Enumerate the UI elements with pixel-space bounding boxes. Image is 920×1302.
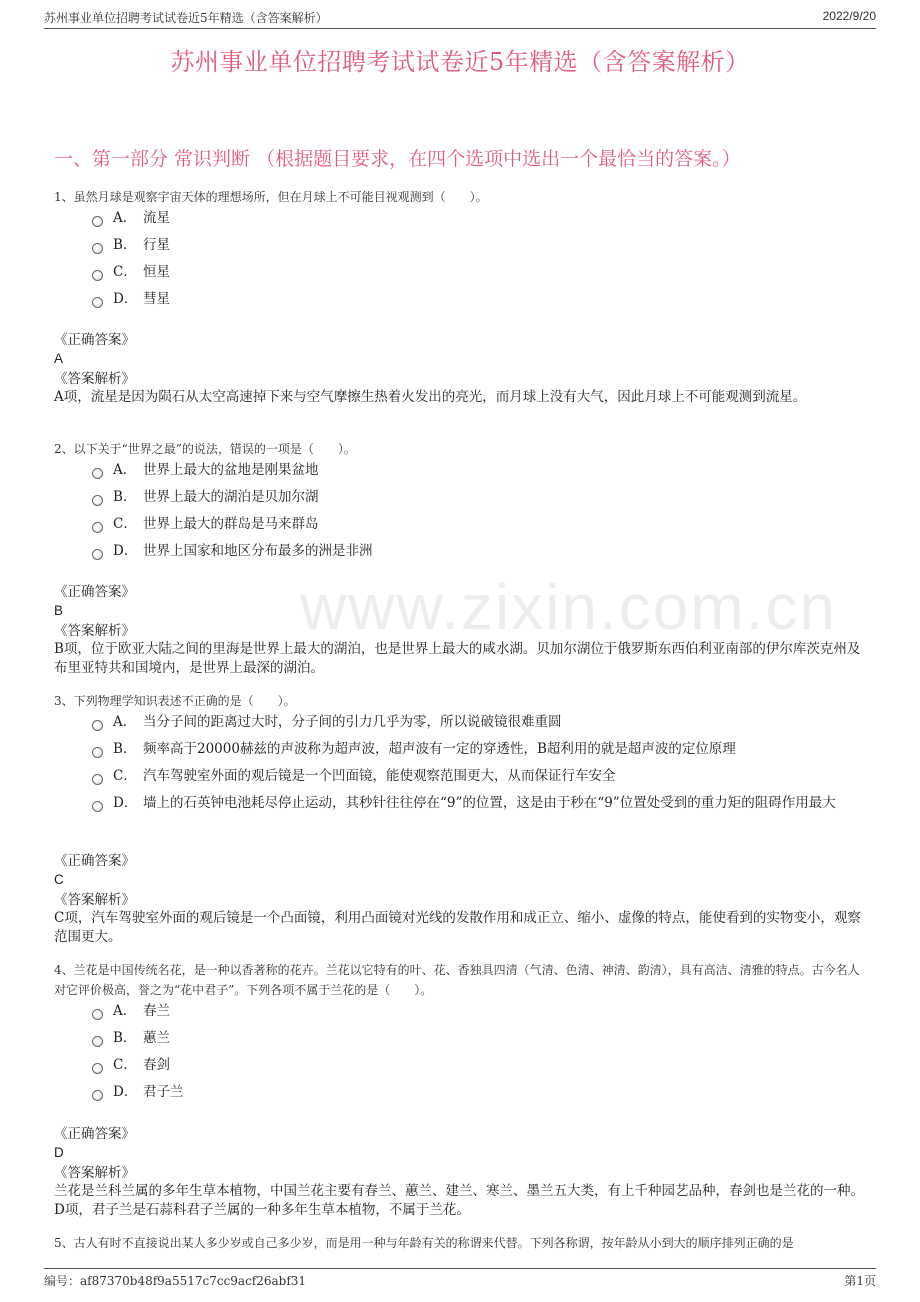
radio-icon[interactable] [92, 549, 103, 560]
radio-icon[interactable] [92, 495, 103, 506]
question-4-option-a[interactable] [92, 999, 874, 1023]
question-1-option-d[interactable] [92, 287, 874, 311]
question-1-option-b[interactable] [92, 233, 874, 257]
option-letter: A． [113, 210, 137, 226]
question-1-option-a[interactable] [92, 206, 874, 230]
explanation-label: 《答案解析》 [54, 1165, 135, 1181]
question-3-text: 3、下列物理学知识表述不正确的是（ ）。 [54, 694, 296, 708]
watermark: www.zixin.com.cn [300, 571, 837, 643]
answer-label: 《正确答案》 [54, 853, 135, 869]
option-text: 世界上国家和地区分布最多的洲是非洲 [143, 543, 373, 559]
radio-icon[interactable] [92, 747, 103, 758]
page-number: 第1页 [844, 1274, 876, 1288]
question-4-text: 4、兰花是中国传统名花，是一种以香著称的花卉。兰花以它特有的叶、花、香独具四清（气清、色清、神清、韵清），具有高洁、清雅的特点。古今名人对它评价极高，誉之为“花中君子”。下列各项不属于兰花的是（ ）。 [54, 963, 860, 997]
option-text: 君子兰 [143, 1084, 184, 1100]
question-2-option-a[interactable] [92, 458, 874, 482]
footer-divider [44, 1268, 876, 1269]
explanation-label: 《答案解析》 [54, 623, 135, 639]
radio-icon[interactable] [92, 720, 103, 731]
option-letter: D． [113, 543, 138, 559]
radio-icon[interactable] [92, 243, 103, 254]
option-letter: C． [113, 768, 137, 784]
header-divider [44, 28, 876, 29]
header-date: 2022/9/20 [822, 9, 876, 23]
question-3-option-d[interactable] [92, 791, 874, 815]
option-letter: D． [113, 795, 138, 811]
radio-icon[interactable] [92, 1063, 103, 1074]
option-text: 流星 [143, 210, 170, 226]
option-text: 世界上最大的湖泊是贝加尔湖 [143, 489, 319, 505]
question-4-option-c[interactable] [92, 1053, 874, 1077]
option-text: 春兰 [143, 1003, 170, 1019]
question-2-explanation: B项，位于欧亚大陆之间的里海是世界上最大的湖泊，也是世界上最大的咸水湖。贝加尔湖位于俄罗斯东西伯利亚南部的伊尔库茨克州及布里亚特共和国境内，是世界上最深的湖泊。 [54, 641, 861, 676]
option-text: 世界上最大的盆地是刚果盆地 [143, 462, 319, 478]
option-text: 频率高于20000赫兹的声波称为超声波，超声波有一定的穿透性，B超利用的就是超声波的定位原理 [143, 741, 736, 757]
radio-icon[interactable] [92, 468, 103, 479]
option-text: 墙上的石英钟电池耗尽停止运动，其秒针往往停在“9”的位置，这是由于秒在“9”位置处受到的重力矩的阻碍作用最大 [143, 795, 836, 811]
option-letter: A． [113, 1003, 137, 1019]
option-text: 当分子间的距离过大时，分子间的引力几乎为零，所以说破镜很难重圆 [143, 714, 562, 730]
option-letter: A． [113, 462, 137, 478]
radio-icon[interactable] [92, 774, 103, 785]
question-2-answer: B [54, 603, 64, 618]
page-title: 苏州事业单位招聘考试试卷近5年精选（含答案解析） [170, 48, 750, 76]
option-text: 春剑 [143, 1057, 170, 1073]
option-letter: B． [113, 489, 137, 505]
question-2-option-b[interactable] [92, 485, 874, 509]
question-3-option-a[interactable] [92, 710, 874, 734]
question-4-explanation: 兰花是兰科兰属的多年生草本植物，中国兰花主要有春兰、蕙兰、建兰、寒兰、墨兰五大类，有上千种园艺品种，春剑也是兰花的一种。D项，君子兰是石蒜科君子兰属的一种多年生草本植物，不属于兰花。 [54, 1183, 864, 1218]
answer-label: 《正确答案》 [54, 332, 135, 348]
explanation-label: 《答案解析》 [54, 892, 135, 908]
radio-icon[interactable] [92, 297, 103, 308]
option-letter: B． [113, 741, 137, 757]
question-1-option-c[interactable] [92, 260, 874, 284]
radio-icon[interactable] [92, 1009, 103, 1020]
radio-icon[interactable] [92, 270, 103, 281]
header-title: 苏州事业单位招聘考试试卷近5年精选（含答案解析） [44, 11, 328, 25]
radio-icon[interactable] [92, 1090, 103, 1101]
question-3-explanation: C项，汽车驾驶室外面的观后镜是一个凸面镜，利用凸面镜对光线的发散作用和成正立、缩小、虚像的特点，能使看到的实物变小，观察范围更大。 [54, 910, 861, 945]
explanation-label: 《答案解析》 [54, 371, 135, 387]
radio-icon[interactable] [92, 216, 103, 227]
question-3-option-c[interactable] [92, 764, 874, 788]
option-letter: C． [113, 1057, 137, 1073]
option-letter: C． [113, 264, 137, 280]
option-letter: D． [113, 1084, 138, 1100]
option-letter: C． [113, 516, 137, 532]
question-2-text: 2、以下关于“世界之最”的说法，错误的一项是（ ）。 [54, 442, 356, 456]
option-text: 汽车驾驶室外面的观后镜是一个凹面镜，能使观察范围更大，从而保证行车安全 [143, 768, 616, 784]
question-3-option-b[interactable] [92, 737, 874, 761]
question-5-text: 5、古人有时不直接说出某人多少岁或自己多少岁，而是用一种与年龄有关的称谓来代替。下列各称谓，按年龄从小到大的顺序排列正确的是 [54, 1236, 794, 1250]
option-text: 彗星 [143, 291, 170, 307]
option-letter: A． [113, 714, 137, 730]
question-1-explanation: A项，流星是因为陨石从太空高速掉下来与空气摩擦生热着火发出的亮光，而月球上没有大气，因此月球上不可能观测到流星。 [54, 389, 807, 405]
radio-icon[interactable] [92, 1036, 103, 1047]
question-3-answer: C [54, 872, 64, 887]
option-text: 蕙兰 [143, 1030, 170, 1046]
document-id: 编号：af87370b48f9a5517c7cc9acf26abf31 [44, 1274, 307, 1288]
question-4-answer: D [54, 1145, 64, 1160]
question-1-text: 1、虽然月球是观察宇宙天体的理想场所，但在月球上不可能目视观测到（ ）。 [54, 190, 488, 204]
option-text: 恒星 [143, 264, 170, 280]
question-2-option-c[interactable] [92, 512, 874, 536]
answer-label: 《正确答案》 [54, 1126, 135, 1142]
question-2-option-d[interactable] [92, 539, 874, 563]
option-text: 世界上最大的群岛是马来群岛 [143, 516, 319, 532]
option-letter: B． [113, 237, 137, 253]
option-letter: D． [113, 291, 138, 307]
answer-label: 《正确答案》 [54, 584, 135, 600]
radio-icon[interactable] [92, 522, 103, 533]
option-letter: B． [113, 1030, 137, 1046]
question-4-option-b[interactable] [92, 1026, 874, 1050]
question-4-option-d[interactable] [92, 1080, 874, 1104]
section-title: 一、第一部分 常识判断 （根据题目要求，在四个选项中选出一个最恰当的答案。） [54, 148, 741, 170]
question-1-answer: A [54, 351, 64, 366]
option-text: 行星 [143, 237, 170, 253]
radio-icon[interactable] [92, 801, 103, 812]
